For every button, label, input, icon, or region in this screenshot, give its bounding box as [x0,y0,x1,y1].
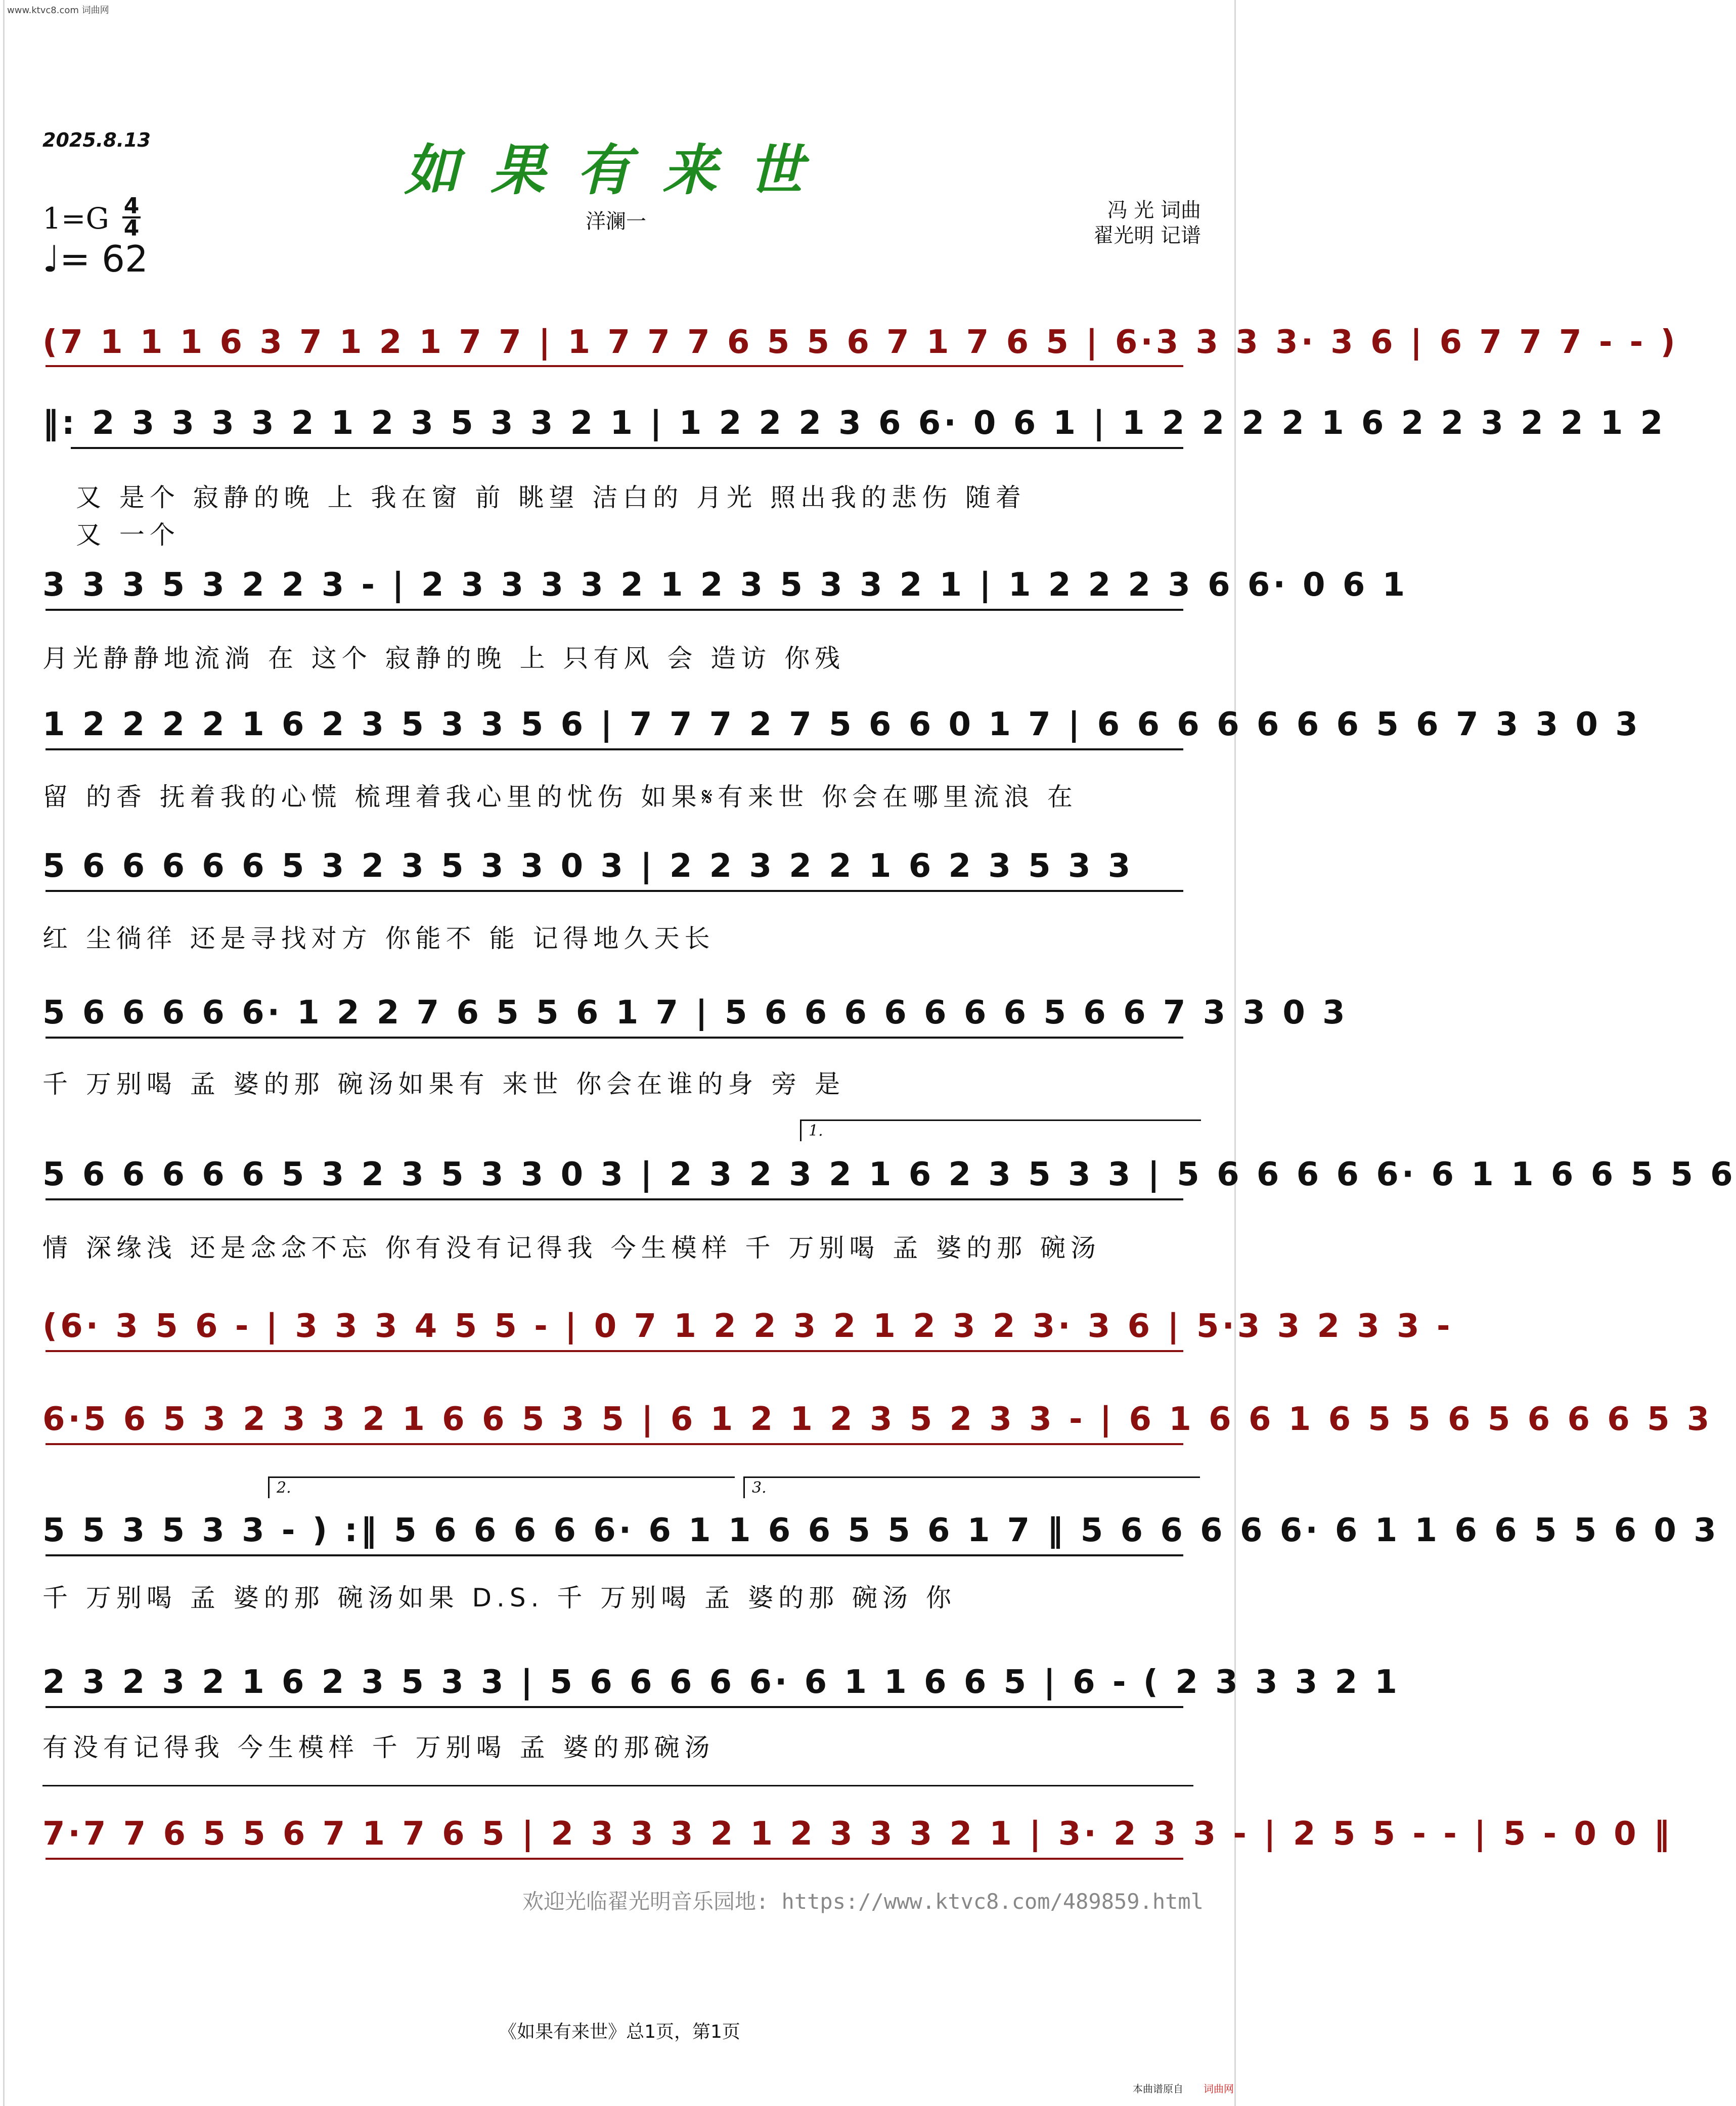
score-row-12: 7·7 7 6 5 5 6 7 1 7 6 5 | 2 3 3 3 2 1 2 3 3 3 2 1 | 3· 2 3 3 - | 2 5 5 - - | 5 - 0 0 ‖ [42,1815,1673,1853]
score-row-1: (7 1 1 1 6 3 7 1 2 1 7 7 | 1 7 7 7 6 5 5 6 7 1 7 6 5 | 6·3 3 3 3· 3 6 | 6 7 7 7 - - ) [42,324,1678,361]
lyric-row-10: 千 万别喝 孟 婆的那 碗汤如果 D.S. 千 万别喝 孟 婆的那 碗汤 你 [42,1583,956,1612]
right-border [1234,0,1236,2106]
volta-2-label: 2. [277,1479,291,1497]
lyric-row-3: 月光静静地流淌 在 这个 寂静的晚 上 只有风 会 造访 你残 [42,644,845,673]
singer: 洋澜一 [586,210,646,233]
lyric-row-5: 红 尘徜徉 还是寻找对方 你能不 能 记得地久天长 [42,924,715,953]
time-sig-top: 4 [123,193,140,219]
beam-line [46,748,1183,750]
beam-line [46,1198,1183,1200]
score-row-2: ‖: 2 3 3 3 3 2 1 2 3 5 3 3 2 1 | 1 2 2 2 3 6 6· 0 6 1 | 1 2 2 2 2 1 6 2 2 3 2 2 1 2 [42,405,1666,442]
score-row-9: 6·5 6 5 3 2 3 3 2 1 6 6 5 3 5 | 6 1 2 1 2 3 5 2 3 3 - | 6 1 6 6 1 6 5 5 6 5 6 6 6 5 3 [42,1401,1713,1438]
beam-line [46,1037,1183,1039]
lyric-row-2b: 又 一个 [76,520,180,550]
score-row-4: 1 2 2 2 2 1 6 2 3 5 3 3 5 6 | 7 7 7 2 7 5 6 6 0 1 7 | 6 6 6 6 6 6 6 5 6 7 3 3 0 3 [42,706,1641,743]
score-row-6: 5 6 6 6 6 6· 1 2 2 7 6 5 5 6 1 7 | 5 6 6 6 6 6 6 6 5 6 6 7 3 3 0 3 [42,994,1348,1032]
volta-3 [743,1476,1200,1498]
system-line [42,1785,1193,1786]
beam-line [46,1443,1183,1445]
transcriber-credit: 翟光明 记谱 [1093,224,1201,247]
page-footer: 《如果有来世》总1页，第1页 [499,2022,740,2042]
left-border [3,0,5,2106]
score-row-11: 2 3 2 3 2 1 6 2 3 5 3 3 | 5 6 6 6 6 6· 6 1 1 6 6 5 | 6 - ( 2 3 3 3 2 1 [42,1664,1400,1701]
lyric-row-6: 千 万别喝 孟 婆的那 碗汤如果有 来世 你会在谁的身 旁 是 [42,1069,845,1099]
site-url-top[interactable]: www.ktvc8.com 词曲网 [7,5,109,16]
volta-2 [268,1476,735,1498]
volta-1 [800,1119,1201,1141]
beam-line [46,1858,1183,1860]
score-row-7: 5 6 6 6 6 6 5 3 2 3 5 3 3 0 3 | 2 3 2 3 2 1 6 2 3 5 3 3 | 5 6 6 6 6 6· 6 1 1 6 6 5 5 6 [42,1156,1736,1193]
volta-3-label: 3. [752,1479,767,1497]
beam-line [71,447,1183,449]
date: 2025.8.13 [42,129,151,151]
beam-line [46,609,1183,611]
score-row-5: 5 6 6 6 6 6 5 3 2 3 5 3 3 0 3 | 2 2 3 2 2 1 6 2 3 5 3 3 [42,847,1134,885]
welcome-url[interactable]: 欢迎光临翟光明音乐园地: https://www.ktvc8.com/489859.html [522,1889,1204,1914]
beam-line [46,1350,1183,1352]
beam-line [46,1706,1183,1708]
volta-1-label: 1. [809,1122,823,1140]
beam-line [46,890,1183,892]
beam-line [46,1554,1183,1556]
time-sig-bottom: 4 [123,215,140,241]
time-signature [122,193,141,241]
beam-line [46,365,1183,367]
lyric-row-7: 情 深缘浅 还是念念不忘 你有没有记得我 今生模样 千 万别喝 孟 婆的那 碗汤 [42,1233,1101,1263]
score-row-10: 5 5 3 5 3 3 - ) :‖ 5 6 6 6 6 6· 6 1 1 6 6 5 5 6 1 7 ‖ 5 6 6 6 6 6· 6 1 1 6 6 5 5 6 0 3 [42,1512,1719,1549]
lyric-row-4: 留 的香 抚着我的心慌 梳理着我心里的忧伤 如果𝄋有来世 你会在哪里流浪 在 [42,782,1078,812]
key-signature: 1=G [42,201,109,236]
site-logo-bottom[interactable]: 词曲网 [1204,2083,1234,2095]
score-row-3: 3 3 3 5 3 2 2 3 - | 2 3 3 3 3 2 1 2 3 5 3 3 2 1 | 1 2 2 2 3 6 6· 0 6 1 [42,566,1408,604]
score-row-8: (6· 3 5 6 - | 3 3 3 4 5 5 - | 0 7 1 2 2 3 2 1 2 3 2 3· 3 6 | 5·3 3 2 3 3 - [42,1308,1453,1345]
lyricist-credit: 冯 光 词曲 [1107,199,1201,222]
lyric-row-2: 又 是个 寂静的晚 上 我在窗 前 眺望 洁白的 月光 照出我的悲伤 随着 [76,483,1026,512]
page-title: 如果有来世 [404,139,834,202]
stamp-text: 本曲谱原自 [1133,2083,1183,2095]
tempo-mark: ♩= 62 [42,238,148,280]
lyric-row-11: 有没有记得我 今生模样 千 万别喝 孟 婆的那碗汤 [42,1733,715,1762]
